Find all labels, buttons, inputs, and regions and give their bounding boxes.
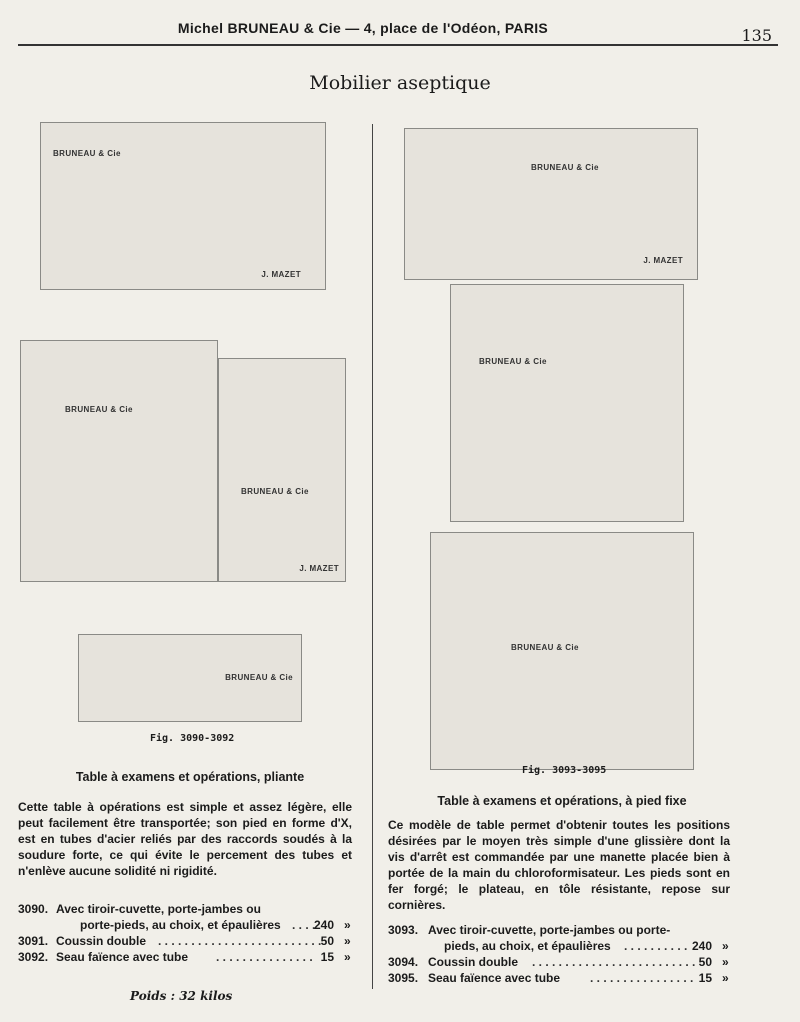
maker-mark: BRUNEAU & Cie [65, 405, 133, 414]
right-price-list [388, 922, 738, 986]
price-item [18, 901, 358, 917]
leader-dots: . . . . [292, 918, 316, 932]
price-unit: » [722, 971, 729, 985]
item-label: pieds, au choix, et épaulières [444, 939, 611, 953]
item-label: Seau faïence avec tube [428, 971, 561, 985]
left-table-title: Table à examens et opérations, pliante [75, 770, 305, 784]
engraver-signature: J. MAZET [643, 256, 683, 265]
price-unit: » [722, 955, 729, 969]
item-price: 240 [691, 939, 712, 953]
item-price: 50 [320, 934, 334, 948]
maker-mark: BRUNEAU & Cie [241, 487, 309, 496]
item-label: porte-pieds, au choix, et épaulières [80, 918, 281, 932]
price-item [18, 933, 358, 949]
price-item [388, 954, 738, 970]
price-item [388, 922, 738, 938]
item-price: 15 [698, 971, 712, 985]
maker-mark: BRUNEAU & Cie [53, 149, 121, 158]
price-item-continuation [18, 917, 358, 933]
figure-caption-left: Fig. 3090-3092 [150, 733, 235, 744]
leader-dots: . . . . . . . . . . . . . . . . . . . . . . . . . [158, 934, 322, 948]
illustration-table-folded [78, 634, 302, 722]
left-description: Cette table à opérations est simple et assez légère, elle peut facilement être transportée; son pied en forme d'X, est en tubes d'acier reliés par des raccords soudés à la soudure forte, ce qui évite le percement des tubes et n'enlève aucune solidité ni rigidité. [18, 800, 352, 878]
leader-dots: . . . . . . . . . . . . . . . . [590, 971, 694, 985]
maker-mark: BRUNEAU & Cie [531, 163, 599, 172]
item-number: 3091. [18, 934, 49, 948]
price-unit: » [344, 934, 351, 948]
left-price-list [18, 901, 358, 965]
maker-mark: BRUNEAU & Cie [479, 357, 547, 366]
leader-dots: . . . . . . . . . . . . . . . . . . . . . . . . . [532, 955, 696, 969]
maker-mark: BRUNEAU & Cie [225, 673, 293, 682]
page-number: 135 [741, 26, 772, 45]
item-label: Coussin double [428, 955, 518, 969]
right-table-title: Table à examens et opérations, à pied fixe [437, 794, 687, 808]
page-header [18, 8, 778, 46]
illustration-fixed-table-flat [404, 128, 698, 280]
item-number: 3090. [18, 902, 49, 916]
price-item [18, 949, 358, 965]
maker-mark: BRUNEAU & Cie [511, 643, 579, 652]
figure-caption-right: Fig. 3093-3095 [522, 765, 607, 776]
item-price: 15 [320, 950, 334, 964]
item-label: Avec tiroir-cuvette, porte-jambes ou porte- [428, 923, 671, 937]
item-label: Avec tiroir-cuvette, porte-jambes ou [56, 902, 261, 916]
leader-dots: . . . . . . . . . . . . . . . [216, 950, 313, 964]
price-unit: » [722, 939, 729, 953]
item-label: Coussin double [56, 934, 146, 948]
publisher-address: Michel BRUNEAU & Cie — 4, place de l'Odéon, PARIS [177, 20, 549, 36]
illustration-fixed-table-chair-position [430, 532, 694, 770]
price-item-continuation [388, 938, 738, 954]
column-divider [372, 124, 373, 989]
engraver-signature: J. MAZET [299, 564, 339, 573]
engraver-signature: J. MAZET [261, 270, 301, 279]
item-number: 3092. [18, 950, 49, 964]
illustration-folding-table-flat [40, 122, 326, 290]
price-item [388, 970, 738, 986]
item-label: Seau faïence avec tube [56, 950, 189, 964]
item-number: 3093. [388, 923, 419, 937]
price-unit: » [344, 918, 351, 932]
price-unit: » [344, 950, 351, 964]
illustration-fixed-table-inclined [450, 284, 684, 522]
item-number: 3094. [388, 955, 419, 969]
illustration-folding-table-inclined [20, 340, 218, 582]
item-number: 3095. [388, 971, 419, 985]
section-title: Mobilier aseptique [309, 72, 491, 94]
leader-dots: . . . . . . . . . . [624, 939, 688, 953]
illustration-examination-chair [218, 358, 346, 582]
item-price: 240 [313, 918, 334, 932]
weight-note: Poids : 32 kilos [130, 989, 233, 1003]
right-description: Ce modèle de table permet d'obtenir toutes les positions désirées par le moyen très simple d'une glissière dont la vis d'arrêt est commandée par une manette placée bien à portée de la main du chloroformisateur. Les pieds sont en fer forgé; le plateau, en tôle résistante, repose sur cornières. [388, 818, 730, 912]
item-price: 50 [698, 955, 712, 969]
